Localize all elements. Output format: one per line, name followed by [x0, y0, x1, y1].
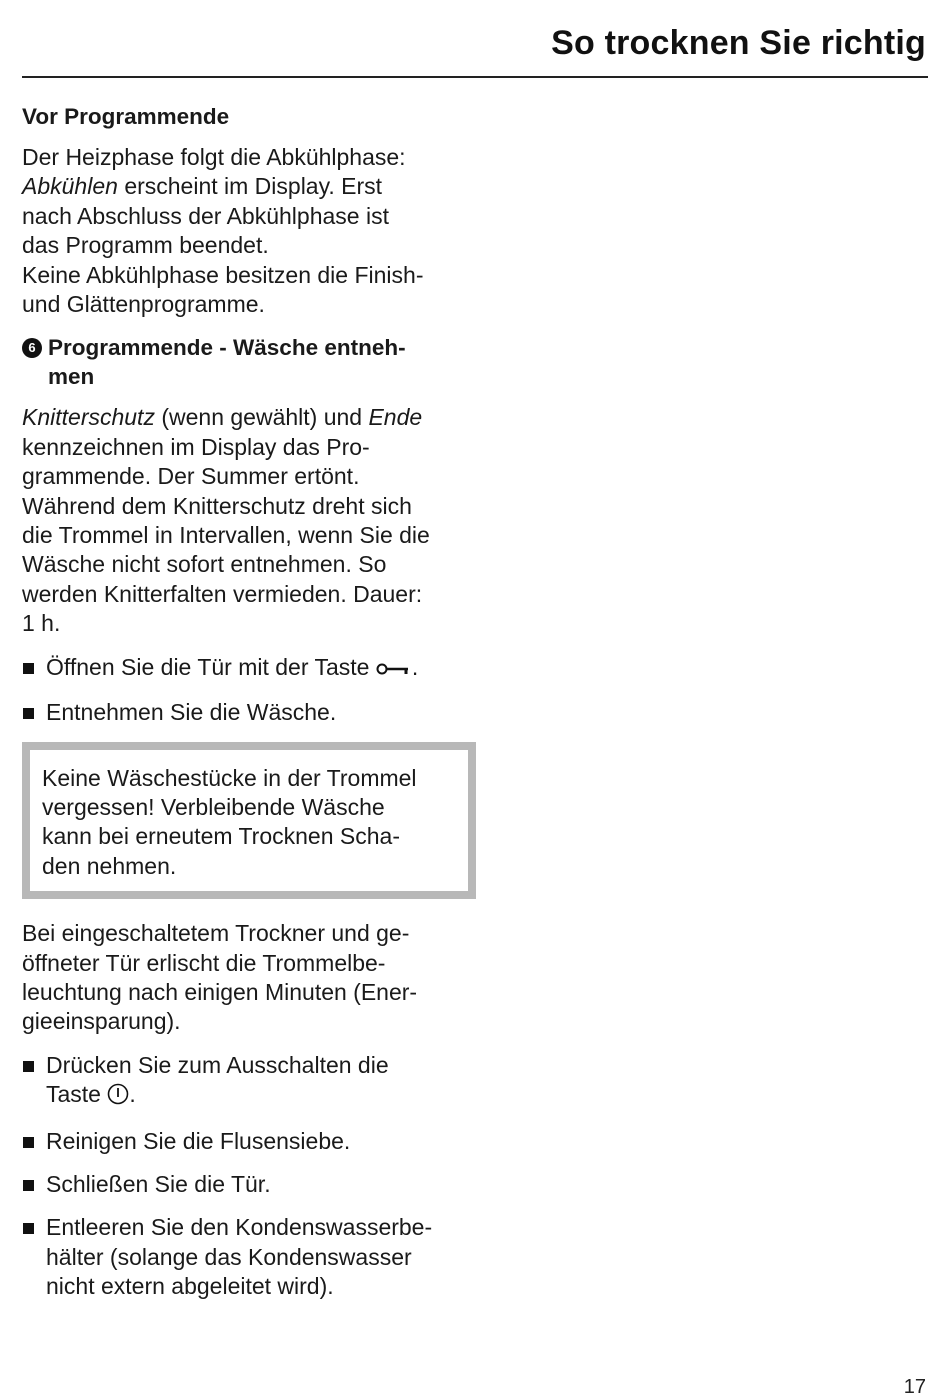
text-line: [22, 403, 467, 432]
instruction-list-unload: [22, 653, 467, 728]
bullet-square-icon: [23, 1223, 34, 1234]
text-line: kennzeichnen im Display das Pro-: [22, 433, 370, 460]
text-fragment: (wenn gewählt) und: [161, 404, 363, 431]
note-line: vergessen! Verbleibende Wäsche: [42, 793, 385, 820]
text-line: die Trommel in Intervallen, wenn Sie die: [22, 522, 430, 549]
list-item: [22, 1170, 467, 1199]
note-line: den nehmen.: [42, 852, 177, 879]
list-item-text: [46, 1080, 467, 1112]
text-line: 1 h.: [22, 610, 61, 637]
paragraph-trommelbeleuchtung: [22, 919, 467, 1037]
text-line: nach Abschluss der Abkühlphase ist: [22, 202, 389, 229]
note-line: kann bei erneutem Trocknen Scha-: [42, 823, 400, 850]
text-line: öffneter Tür erlischt die Trommelbe-: [22, 949, 386, 976]
page-number: 17: [903, 1376, 926, 1398]
list-item-text: hälter (solange das Kondenswasser: [46, 1243, 412, 1270]
text-line: leuchtung nach einigen Minuten (Ener-: [22, 978, 418, 1005]
header-divider: [22, 76, 928, 78]
section-heading-vor-programmende: Vor Programmende: [22, 104, 230, 129]
list-item-suffix: .: [411, 653, 419, 680]
bullet-square-icon: [23, 663, 34, 674]
heading-line: Programmende - Wäsche entneh-: [48, 335, 406, 361]
list-item: [22, 653, 467, 684]
list-item-text: Reinigen Sie die Flusensiebe.: [46, 1127, 351, 1154]
note-line: Keine Wäschestücke in der Trommel: [42, 764, 417, 791]
bullet-square-icon: [23, 708, 34, 719]
main-column: [22, 102, 467, 1316]
warning-note-box: [22, 742, 476, 900]
display-term-abkuehlen: Abkühlen: [22, 173, 118, 200]
page-header-title: So trocknen Sie richtig: [551, 24, 926, 62]
heading-line: men: [48, 364, 95, 390]
list-item: [22, 1213, 467, 1301]
text-line: Während dem Knitterschutz dreht sich: [22, 492, 412, 519]
section-heading-programmende: [22, 333, 467, 391]
display-term-knitterschutz: Knitterschutz: [22, 404, 155, 431]
text-line: Bei eingeschaltetem Trockner und ge-: [22, 920, 410, 947]
text-line: das Programm beendet.: [22, 232, 269, 259]
paragraph-abkuehlphase: [22, 143, 467, 319]
text-line: [22, 172, 467, 201]
text-line: grammende. Der Summer ertönt.: [22, 463, 360, 490]
power-icon: [107, 1083, 129, 1112]
list-item: [22, 1051, 467, 1113]
text-line: werden Knitterfalten vermieden. Dauer:: [22, 580, 423, 607]
list-item-text: Drücken Sie zum Ausschalten die: [46, 1051, 389, 1078]
text-line: Der Heizphase folgt die Abkühlphase:: [22, 144, 406, 170]
list-item: [22, 698, 467, 727]
bullet-square-icon: [23, 1180, 34, 1191]
list-item-suffix: .: [129, 1081, 136, 1108]
text-line: und Glättenprogramme.: [22, 291, 265, 318]
display-term-ende: Ende: [368, 404, 423, 431]
list-item-text: nicht extern abgeleitet wird).: [46, 1273, 334, 1300]
paragraph-knitterschutz: [22, 403, 467, 638]
step-number-badge: 6: [22, 338, 42, 358]
list-item: [22, 1127, 467, 1156]
list-item-text: Schließen Sie die Tür.: [46, 1170, 271, 1197]
list-item-text: Entnehmen Sie die Wäsche.: [46, 699, 337, 726]
text-line: gieeinsparung).: [22, 1008, 181, 1035]
instruction-list-finish: [22, 1051, 467, 1302]
text-line: Wäsche nicht sofort entnehmen. So: [22, 551, 387, 578]
list-item-text: Entleeren Sie den Kondenswasserbe-: [46, 1214, 433, 1241]
text-fragment: Taste: [46, 1081, 101, 1108]
bullet-square-icon: [23, 1137, 34, 1148]
list-item-text: Öffnen Sie die Tür mit der Taste: [46, 653, 370, 680]
key-icon: [376, 655, 412, 684]
text-fragment: erscheint im Display. Erst: [124, 173, 383, 200]
bullet-square-icon: [23, 1061, 34, 1072]
text-line: Keine Abkühlphase besitzen die Finish-: [22, 261, 424, 288]
